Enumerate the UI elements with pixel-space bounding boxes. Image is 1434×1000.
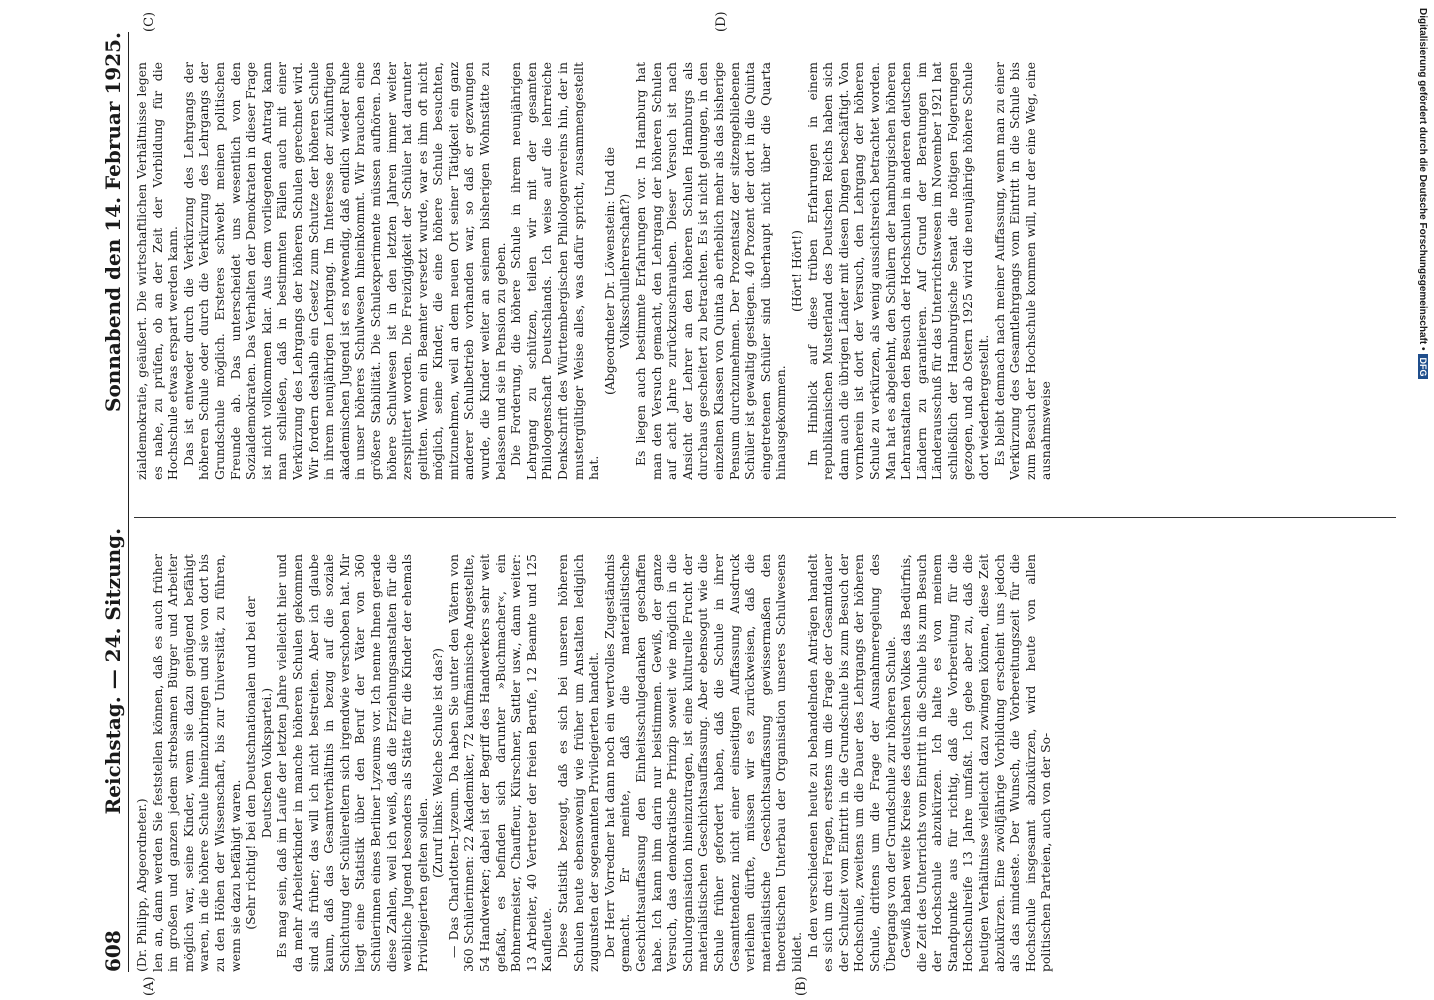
page-number: 608: [101, 930, 125, 972]
session-title: Reichstag. — 24. Sitzung.: [101, 527, 125, 815]
paragraph: len an, dann werden Sie feststellen können, daß es auch früher im großen und ganzen jedem strebsamen Bürger und Arbeiter möglich war, seine Kinder, wenn sie dazu genügend befähigt waren, in die höhere Schule hineinzubringen und sie von dort bis zu den Höhen der Wissenschaft, bis zur Universität, zu führen, wenn sie dazu befähigt waren.: [149, 554, 243, 972]
digitisation-note: [1414, 0, 1432, 1000]
paragraph: Der Herr Vorredner hat dann noch ein wertvolles Zugeständnis gemacht. Er meinte, daß die materialistische Geschichtsauffassung den Einheitsschulgedanken geschaffen habe. Ich kann ihm darin nur beistimmen. Gewiß, der ganze Versuch, das demokratische Prinzip soweit wie möglich in die Schulorganisation hineinzutragen, ist eine kulturelle Frucht der materialistischen Geschichtsauffassung. Aber ebensogut wie die Schule früher gefordert haben, daß die Schule in ihrer Gesamttendenz nicht einer einseitigen Auffassung Ausdruck verleihen dürfte, müssen wir es zurückweisen, daß die materialistische Geschichtsauffassung gewissermaßen den theoretischen Unterbau der Organisation unseres Schulwesens bildet.: [601, 554, 804, 972]
paragraph: Im Hinblick auf diese trüben Erfahrungen in einem republikanischen Musterland des Deutschen Reichs haben sich dann auch die übrigen Länder mit diesen Dingen beschäftigt. Von vornherein ist dort der Versuch, den Lehrgang der höheren Schule zu verkürzen, als wenig aussichtsreich betrachtet worden. Man hat es abgelehnt, den Schülern der hamburgischen höheren Lehranstalten den Besuch der Hochschulen in anderen deutschen Ländern zu garantieren. Auf Grund der Beratungen im Länderausschuß für das Unterrichtswesen im November 1921 hat schließlich der Hamburgische Senat die nötigen Folgerungen gezogen, und ab Ostern 1925 wird die neunjährige höhere Schule dort wiederhergestellt.: [804, 62, 992, 480]
interjection: (Sehr richtig! bei den Deutschnationalen und bei der Deutschen Volkspartei.): [243, 596, 274, 930]
margin-mark-d: (D): [714, 11, 729, 32]
paragraph: Die Forderung, die höhere Schule in ihrem neunjährigen Lehrgang zu schützen, teilen wir mit der gesamten Philologenschaft Deutschlands. Ich weise auf die lehrreiche Denkschrift des Württembergischen Philologenvereins hin, der in mustergültiger Weise alles, was dafür spricht, zusammengestellt hat.: [508, 62, 602, 480]
paragraph: In den verschiedenen heute zu behandelnden Anträgen handelt es sich um drei Fragen, erstens um die Frage der Gesamtdauer der Schulzeit vom Eintritt in die Grundschule bis zum Besuch der Hochschule, zweitens um die Dauer des Lehrgangs der höheren Schule, drittens um die Frage der Ausnahmeregelung des Übergangs von der Grundschule zur höheren Schule.: [804, 554, 898, 972]
dfg-logo: DFG: [1418, 354, 1428, 379]
interjection: (Abgeordneter Dr. Löwenstein: Und die Volksschullehrerschaft?): [601, 147, 633, 396]
paragraph: Es bleibt demnach nach meiner Auffassung, wenn man zu einer Verkürzung des Gesamtlehrgangs vom Eintritt in die Schule bis zum Besuch der Hochschule kommen will, nur der eine Weg, eine ausnahmsweise: [991, 62, 1054, 480]
digitisation-note-text: Digitalisierung gefördert durch die Deutsche Forschungsgemeinschaft •: [1417, 8, 1429, 351]
column-divider: [134, 517, 1396, 518]
text-column-left: [134, 554, 1396, 972]
speaker-line: (Dr. Philipp, Abgeordneter.): [134, 798, 149, 972]
paragraph: Es liegen auch bestimmte Erfahrungen vor. In Hamburg hat man den Versuch gemacht, den Lehrgang der höheren Schulen auf acht Jahre zurückzuschrauben. Dieser Versuch ist nach Ansicht der Lehrer an den höheren Schulen Hamburgs als durchaus gescheitert zu betrachten. Es ist nicht gelungen, in den einzelnen Klassen von Quinta ab erheblich mehr als das bisherige Pensum durchzunehmen. Der Prozentsatz der sitzengebliebenen Schüler ist gewaltig gestiegen. 40 Prozent der dort in die Quinta eingetretenen Schüler sind überhaupt nicht über die Quarta hinausgekommen.: [633, 62, 789, 480]
interjection: (Zuruf links: Welche Schule ist das?): [430, 648, 446, 878]
header-rule: [128, 32, 129, 972]
paragraph: Es mag sein, daß im Laufe der letzten Jahre vielleicht hier und da mehr Arbeiterkinder in manche höheren Schulen gekommen sind als früher; das will ich nicht bestreiten. Aber ich glaube kaum, daß das Gesamtverhältnis in bezug auf die soziale Schichtung der Schülereltern sich irgendwie verschoben hat. Mir liegt eine Statistik über den Beruf der Väter von 360 Schülerinnen eines Berliner Lyzeums vor. Ich nenne Ihnen gerade diese Zahlen, weil ich weiß, daß die Erziehungsanstalten für die weibliche Jugend besonders als Stätte für die Kinder der ehemals Privilegierten gelten sollen.: [274, 554, 430, 972]
paragraph: — Das Charlotten-Lyzeum. Da haben Sie unter den Vätern von 360 Schülerinnen: 22 Akademiker, 72 kaufmännische Angestellte, 54 Handwerker; dabei ist der Begriff des Handwerkers sehr weit gefaßt, es befinden sich darunter »Buchmacher«, ein Bohnermeister, Chauffeur, Kürschner, Sattler usw., dann weiter: 13 Arbeiter, 40 Vertreter der freien Berufe, 12 Beamte und 125 Kaufleute.: [445, 554, 555, 972]
page-header: [100, 32, 126, 972]
margin-mark-a: (A): [142, 976, 157, 996]
margin-mark-b: (B): [794, 976, 809, 996]
paragraph: Gewiß haben weite Kreise des deutschen Volkes das Bedürfnis, die Zeit des Unterrichts vom Eintritt in die Schule bis zum Besuch der Hochschule abzukürzen. Ich halte es von meinem Standpunkte aus für richtig, daß die Vorbereitung für die Hochschulreife 13 Jahre umfaßt. Ich gebe aber zu, daß die heutigen Verhältnisse vielleicht dazu zwingen können, diese Zeit abzukürzen. Eine zwölfjährige Vorbildung erscheint uns jedoch als das mindeste. Der Wunsch, die Vorbereitungszeit für die Hochschule insgesamt abzukürzen, wird heute von allen politischen Parteien, auch von der So-: [898, 554, 1054, 972]
paragraph: Diese Statistik bezeugt, daß es sich bei unseren höheren Schulen heute ebensowenig wie früher um Anstalten lediglich zugunsten der sogenannten Privilegierten handelt.: [555, 554, 602, 972]
margin-mark-c: (C): [142, 11, 157, 32]
session-date: Sonnabend den 14. Februar 1925.: [101, 32, 125, 412]
interjection: (Hört! Hört!): [788, 230, 804, 312]
document-page: [94, 0, 1404, 1000]
paragraph: Das ist entweder durch die Verkürzung des Lehrgangs der höheren Schule oder durch die Verkürzung des Lehrgangs der Grundschule möglich. Ersteres schwebt meinen politischen Freunde ab. Das unterscheidet uns wesentlich von den Sozialdemokraten. Das Verhalten der Demokraten in dieser Frage ist nicht vollkommen klar. Aus dem vorliegenden Antrag kann man schließen, daß in bestimmten Fällen auch mit einer Verkürzung des Lehrgangs der höheren Schulen gerechnet wird. Wir fordern deshalb ein Gesetz zum Schutze der höheren Schule in ihrem neunjährigen Lehrgang. Im Interesse der zukünftigen akademischen Jugend ist es notwendig, daß endlich wieder Ruhe in unser höheres Schulwesen hineinkommt. Wir brauchen eine größere Stabilität. Die Schulexperimente müssen aufhören. Das höhere Schulwesen ist in den letzten Jahren immer weiter zersplittert worden. Die Freizügigkeit der Schüler hat darunter gelitten. Wenn ein Beamter versetzt wurde, war es ihm oft nicht möglich, seine Kinder, die eine höhere Schule besuchten, mitzunehmen, weil an dem neuen Ort seiner Tätigkeit ein ganz anderer Schulbetrieb vorhanden war, so daß er gezwungen wurde, die Kinder weiter an seinem bisherigen Wohnstätte zu belassen und sie in Pension zu geben.: [180, 62, 508, 480]
paragraph: zialdemokratie, geäußert. Die wirtschaftlichen Verhältnisse legen es nahe, zu prüfen, ob an der Zeit der Vorbildung für die Hochschule etwas erspart werden kann.: [134, 62, 181, 480]
text-column-right: [134, 62, 1396, 480]
